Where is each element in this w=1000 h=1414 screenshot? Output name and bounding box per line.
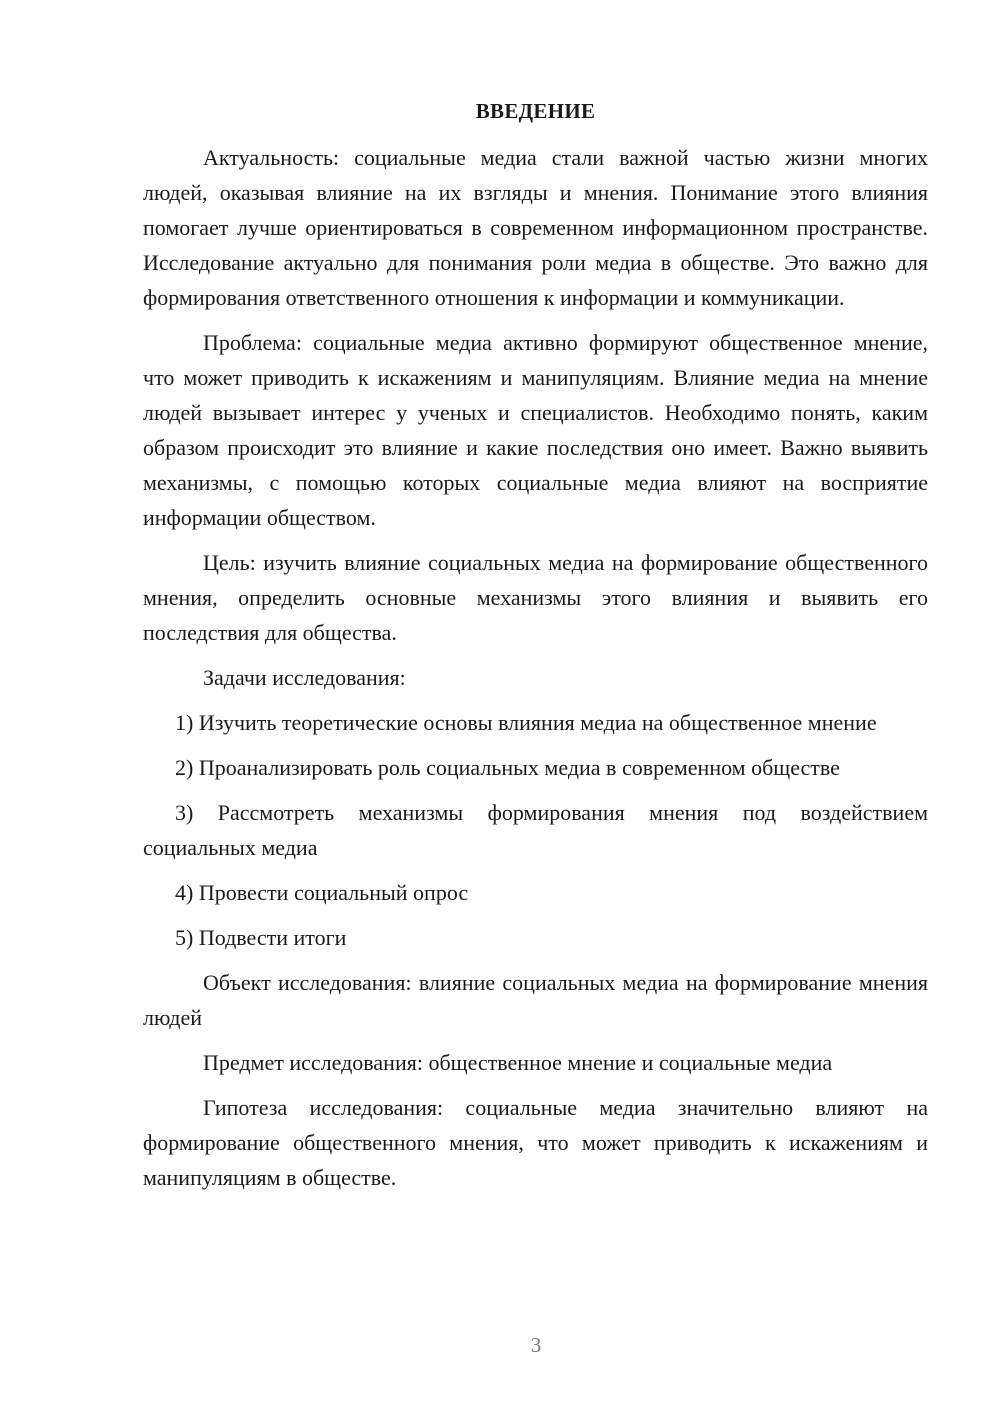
tasks-heading: Задачи исследования:: [203, 665, 406, 690]
task-item-2: 2) Проанализировать роль социальных медиа в современном обществе: [175, 755, 840, 780]
paragraph-subject: Предмет исследования: общественное мнение и социальные медиа: [203, 1050, 833, 1075]
page-number: 3: [530, 1333, 542, 1357]
paragraph-hypothesis: Гипотеза исследования: социальные медиа значительно влияют на формирование общественного мнения, что может приводить к искажениям и манипуляциям в обществе.: [143, 1095, 928, 1190]
task-item-5: 5) Подвести итоги: [175, 925, 347, 950]
task-item-4: 4) Провести социальный опрос: [175, 880, 469, 905]
paragraph-problem: Проблема: социальные медиа активно формируют общественное мнение, что может приводить к искажениям и манипуляциям. Влияние медиа на мнение людей вызывает интерес у ученых и специалистов. Необходимо понять, каким образом происходит это влияние и какие последствия оно имеет. Важно выявить механизмы, с помощью которых социальные медиа влияют на восприятие информации обществом.: [143, 330, 928, 530]
paragraph-relevance: Актуальность: социальные медиа стали важной частью жизни многих людей, оказывая влияние на их взгляды и мнения. Понимание этого влияния помогает лучше ориентироваться в современном информационном пространстве. Исследование актуально для понимания роли медиа в обществе. Это важно для формирования ответственного отношения к информации и коммуникации.: [143, 145, 928, 310]
task-item-3: 3) Рассмотреть механизмы формирования мнения под воздействием социальных медиа: [143, 800, 928, 860]
page-body: [143, 96, 928, 1205]
task-item-1: 1) Изучить теоретические основы влияния медиа на общественное мнение: [175, 710, 877, 735]
paragraph-goal: Цель: изучить влияние социальных медиа на формирование общественного мнения, определить основные механизмы этого влияния и выявить его последствия для общества.: [143, 550, 928, 645]
page-title: ВВЕДЕНИЕ: [475, 99, 596, 123]
paragraph-object: Объект исследования: влияние социальных медиа на формирование мнения людей: [143, 970, 928, 1030]
